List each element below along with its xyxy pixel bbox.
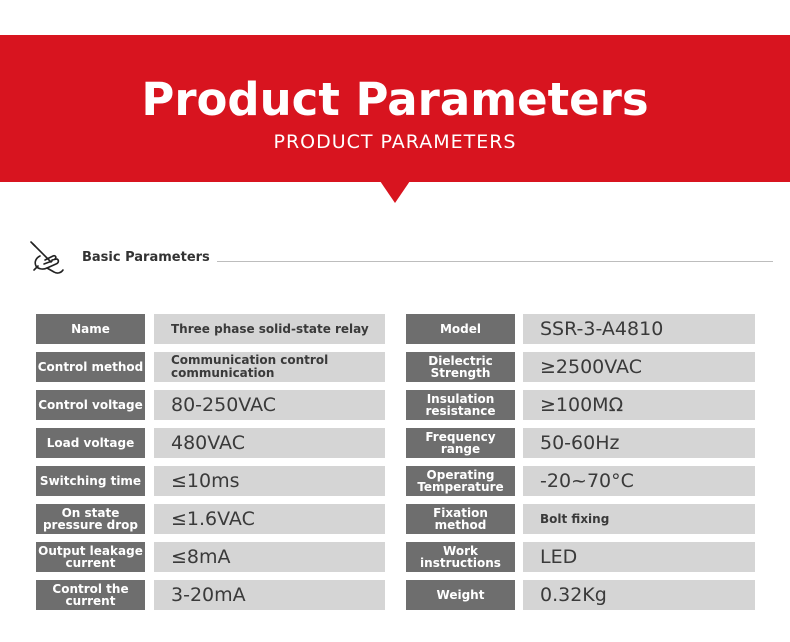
- param-value: Communication control communication: [154, 352, 385, 382]
- param-value: 3-20mA: [154, 580, 385, 610]
- pen-hand-icon: [26, 236, 70, 280]
- param-label: Load voltage: [36, 428, 145, 458]
- param-value: 50-60Hz: [523, 428, 755, 458]
- param-value: 480VAC: [154, 428, 385, 458]
- param-value: SSR-3-A4810: [523, 314, 755, 344]
- param-label: Dielectric Strength: [406, 352, 515, 382]
- param-value: Bolt fixing: [523, 504, 755, 534]
- param-label: Name: [36, 314, 145, 344]
- param-value: 80-250VAC: [154, 390, 385, 420]
- banner-pointer: [380, 181, 410, 203]
- param-value: ≥2500VAC: [523, 352, 755, 382]
- param-label: Control the current: [36, 580, 145, 610]
- param-label: Fixation method: [406, 504, 515, 534]
- param-value: ≥100MΩ: [523, 390, 755, 420]
- param-value: ≤8mA: [154, 542, 385, 572]
- param-label: Frequency range: [406, 428, 515, 458]
- param-value: ≤1.6VAC: [154, 504, 385, 534]
- param-label: Switching time: [36, 466, 145, 496]
- param-label: Control method: [36, 352, 145, 382]
- param-value: Three phase solid-state relay: [154, 314, 385, 344]
- param-label: Work instructions: [406, 542, 515, 572]
- section-divider: [217, 261, 773, 262]
- param-label: Model: [406, 314, 515, 344]
- param-label: Output leakage current: [36, 542, 145, 572]
- param-label: Operating Temperature: [406, 466, 515, 496]
- param-label: Insulation resistance: [406, 390, 515, 420]
- param-label: On state pressure drop: [36, 504, 145, 534]
- param-value: -20~70°C: [523, 466, 755, 496]
- param-label: Control voltage: [36, 390, 145, 420]
- param-value: 0.32Kg: [523, 580, 755, 610]
- section-title: Basic Parameters: [82, 250, 210, 265]
- page-title: Product Parameters: [141, 73, 649, 126]
- param-label: Weight: [406, 580, 515, 610]
- param-value: ≤10ms: [154, 466, 385, 496]
- param-value: LED: [523, 542, 755, 572]
- page-subtitle: PRODUCT PARAMETERS: [273, 131, 517, 153]
